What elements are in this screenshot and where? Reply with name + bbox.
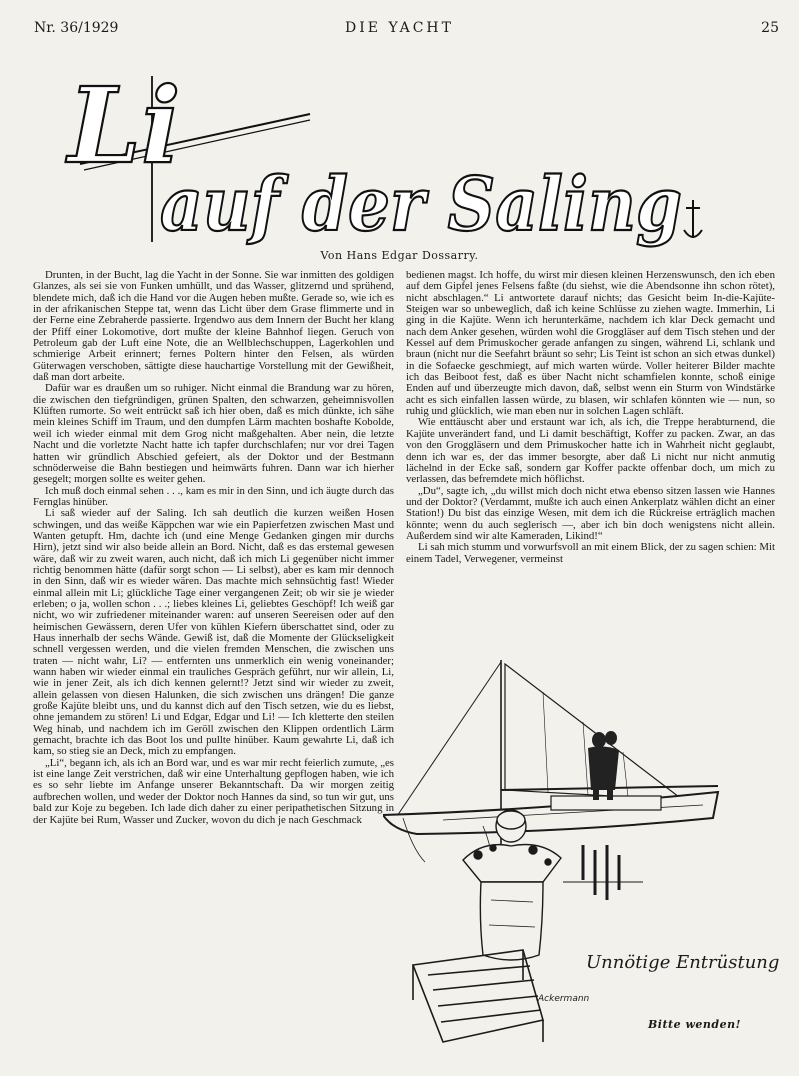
article-right-column [406, 270, 775, 650]
illustration-caption: Unnötige Entrüstung [586, 952, 780, 973]
dancing-couple [588, 731, 619, 800]
paragraph: Wie enttäuscht aber und erstaunt war ich, als ich, die Treppe herabturnend, die Kajüte unverändert fand, und Li damit beschäftigt, Koffer zu packen. Zwar, an das von den Groggläsern und dem Primuskocher hatte ich in Wahrheit nicht geglaubt, denn ich war es, der das immer besorgte, aber daß Li nicht nur nicht anmutig lächelnd in der Ecke saß, sondern gar Koffer packte offenbar doch, um mich zu verlassen, das befremdete mich höflichst. [406, 416, 775, 486]
anchor-icon [684, 200, 702, 238]
byline: Von Hans Edgar Dossarry. [320, 249, 479, 262]
magazine-name: DIE YACHT [345, 20, 454, 36]
paragraph: Ich muß doch einmal sehen . . ., kam es mir in den Sinn, und ich äugte durch das Fernglas hinüber. [33, 484, 394, 508]
paragraph: Li sah mich stumm und vorwurfsvoll an mit einem Blick, der zu sagen schien: Mit einem Tadel, Verwegener, vermeinst [406, 541, 775, 565]
wooden-pier [413, 950, 543, 1042]
issue-number: Nr. 36/1929 [34, 20, 119, 36]
paragraph: Dafür war es draußen um so ruhiger. Nicht einmal die Brandung war zu hören, die zwischen den tiefgründigen, grünen Spalten, den schwarzen, geheimnisvollen Klüften rumorte. So weit entrückt saß ich hier oben, daß es mich dünkte, ich sähe mein kleines Schiff im Traum, und den dumpfen Lärm machten boshafte Kobolde, weil ich wieder einmal mit dem Grog nicht maßgehalten. Aber nein, die letzte Nacht und die vorletzte Nacht hatte ich tapfer durchschlafen; nur vor drei Tagen hatten wir gründlich Abschied gefeiert, als der Doktor und der Bestmann schnöderweise die Bahn bestiegen und heimwärts fuhren. Dann war ich hierher gesegelt; morgen sollte es weiter gehen. [33, 382, 394, 486]
sailboat-illustration [383, 650, 793, 1045]
illustrator-signature: Ackermann [538, 994, 590, 1004]
paragraph: Li saß wieder auf der Saling. Ich sah deutlich die kurzen weißen Hosen schwingen, und das weiße Käppchen war wie ein Papierfetzen zwischen Mast und Wanten getupft. Hm, dachte ich (und eine Menge Gedanken gingen mir durchs Hirn), jetzt sind wir also beide allein an Bord. Nicht, daß es das erstemal gewesen wäre, daß wir zu zweit waren, auch nicht, daß ich mich Li gegenüber nicht immer richtig benommen hätte (dafür sorgt schon — Li selbst), aber es kam mir dennoch in den Sinn, daß wir es wieder wären. Das machte mich sehnsüchtig fast! Wieder einmal allein mit Li; glückliche Tage einer vergangenen Zeit; ob wir sie je wieder erleben; o ja, wollen schon . . .; liebes kleines Li, geliebtes Geschöpf! Ich weiß gar nicht, wo wir zufriedener miteinander waren: auf unseren Seereisen oder auf den heimischen Gewässern, deren Ufer von kühlen Kiefern überschattet sind, oder zu Haus innerhalb der sechs Wände. Gewiß ist, daß die Momente der Glückseligkeit schnell vergessen werden, und die vielen fremden Menschen, die zwischen uns traten — nicht wahr, Li? — entfernten uns unmerklich ein wenig voneinander; wann haben wir wieder einmal ein trauliches Gespräch geführt, nur wir allein, Li, wie in jener Zeit, als ich dich kennen gelernt!? Jetzt sind wir wieder zu zweit, allein gelassen von diesen Halunken, die sich zwischen uns drängen! Die ganze große Kajüte bleibt uns, und du kannst dich auf den Tisch setzen, wie du es liebst, ohne jemandem zu stören! Li und Edgar, Edgar und Li! — Ich kletterte den steilen Weg hinab, und nachdem ich im Geröll zwischen den Klippen ordentlich Lärm gemacht, brachte ich das Boot los und pullte hinüber. Kaum gewahrte Li, daß ich kam, so stieg sie an Deck, mich zu empfangen. [33, 507, 394, 758]
title-artwork [60, 52, 720, 252]
title-part1: Li [68, 64, 181, 187]
boat-stay [391, 662, 501, 825]
water-reflection [563, 845, 643, 900]
article-left-column [33, 270, 394, 1070]
title-part2: auf der Saling [160, 162, 682, 248]
paragraph: Drunten, in der Bucht, lag die Yacht in der Sonne. Sie war inmitten des goldigen Glanzes, als sei sie von Funken umhüllt, und das Wasser, glitzernd und sprühend, blendete mich, daß ich die Hand vor die Augen heben mußte. Gerade so, wie ich es in der afrikanischen Steppe tat, wenn das Licht über dem Grase flimmerte und in der Ferne eine Zebraherde passierte. Irgendwo aus dem Innern der Bucht her klang der Pfiff einer Lokomotive, dort mußte der kleine Bahnhof liegen. Geruch von Petroleum gab der Luft eine Note, die an Wellblechschuppen, Lagerkohlen und schmierige Arbeit erinnert; fernes Poltern hinter den Felsen, als würden Güterwagen verschoben, sättigte diese hauchartige Vorstellung mit der Gewißheit, daß man dort arbeite. [33, 270, 394, 384]
paragraph: „Li“, begann ich, als ich an Bord war, und es war mir recht feierlich zumute, „es ist eine lange Zeit verstrichen, daß wir eine Unterhaltung gepflogen haben, wie ich es so sehr liebte im Anfange unserer Bekanntschaft. Da wir morgen zeitig aufbrechen wollen, und weder der Doktor noch Hannes da sind, so tun wir gut, uns bald zur Koje zu begeben. Ich lade dich daher zu einer peripathetischen Sitzung in der Kajüte bei Rum, Wasser und Zucker, wovon du dich je nach Geschmack [33, 756, 394, 826]
paragraph: „Du“, sagte ich, „du willst mich doch nicht etwa ebenso sitzen lassen wie Hannes und der Doktor? (Verdammt, mußte ich auch einen Ankerplatz wählen dicht an einer Station!) Du bist das einzige Wesen, mit dem ich die Rückreise erträglich machen könnte; wenn du auch seglerisch —, aber ich bin doch wenigstens nicht allein. Außerdem sind wir alte Kameraden, Likind!“ [406, 484, 775, 542]
please-turn-note: Bitte wenden! [648, 1018, 741, 1031]
paragraph: bedienen magst. Ich hoffe, du wirst mir diesen kleinen Herzenswunsch, den ich eben auf dem Gipfel jenes Felsens faßte (du siehst, wie die Abendsonne ihn schon rötet), nicht abschlagen.“ Li antwortete darauf nichts; das Gesicht beim In-die-Kajüte-Steigen war so unbeweglich, daß ich keine Schlüsse zu ziehen wagte. Immerhin, Li ging in die Kajüte. Wenn ich herunterkäme, nachdem ich klar Deck gemacht und nach dem Anker gesehen, würden wohl die Groggläser auf dem Tisch stehen und der Kessel auf dem Primuskocher gerade anfangen zu singen, während Li, schlank und braun (nicht nur die Seefahrt bräunt so sehr; Lis Teint ist schon an sich etwas dunkel) in die Sofaecke geschmiegt, auf mich warten würde. Voller heiterer Bilder machte ich das Beiboot fest, daß es über Nacht nicht schamfielen konnte, schoß einige Enden auf und überzeugte mich davon, daß, selbst wenn ein Sturm von Windstärke acht es sich einfallen lassen würde, zu blasen, wir schlafen könnten wie — nun, so ruhig und glücklich, wie man eben nur in solchen Lagen schläft. [406, 270, 775, 418]
page-number: 25 [761, 20, 779, 36]
boat-cabin [551, 796, 661, 810]
